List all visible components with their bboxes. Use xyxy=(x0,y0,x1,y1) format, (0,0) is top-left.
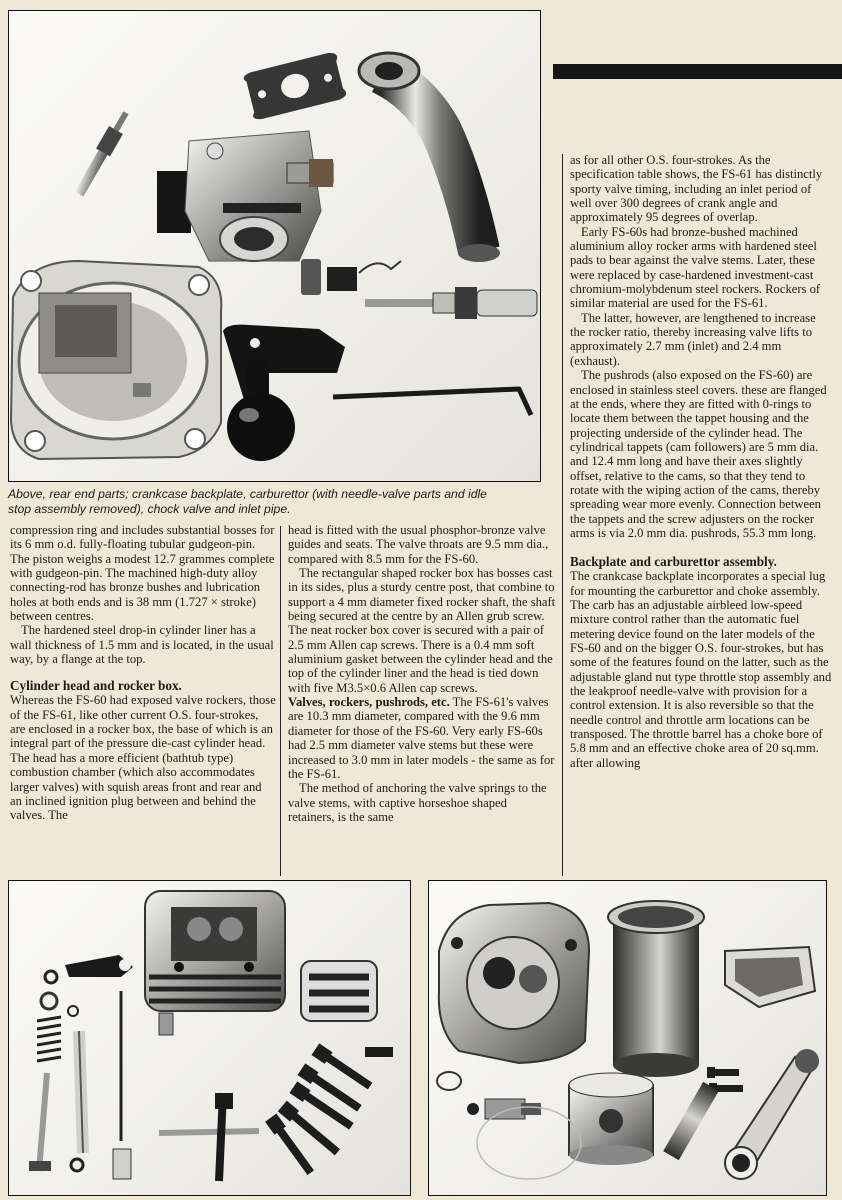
top-photo-drawing xyxy=(9,11,540,481)
column-rule-2 xyxy=(562,154,563,876)
rear-cover-part xyxy=(725,947,815,1007)
rocker-cover-part xyxy=(301,961,377,1021)
bottom-right-photo xyxy=(428,880,827,1196)
gudgeon-pin-part xyxy=(663,1082,719,1160)
col3-paragraph-4: The pushrods (also exposed on the FS-60) are enclosed in stainless steel covers. these are flanged at the ends, where they are fitted with 0-rings to locate them between the tappet housing and the projecting underside of the cylinder head. The cylindrical tappets (cam followers) are 5 mm dia. and 12.4 mm long and have their axes slightly offset, relative to the cams, so that they tend to rotate with the wiping action of the cams, thereby spreading wear more evenly. Connection between the tappets and the screw adjusters on the rocker arms is via 2.0 mm dia. pushrods, 55.3 mm long. xyxy=(570,368,827,540)
connecting-rod-part xyxy=(725,1049,819,1179)
heading-backplate: Backplate and carburettor assembly. xyxy=(570,554,777,570)
carburettor-part xyxy=(157,131,333,261)
idle-stop-parts xyxy=(301,259,401,295)
col3-paragraph-5: The crankcase backplate incorporates a special lug for mounting the carburettor and choke assembly. The carb has an adjustable airbleed low-speed mixture control rather than the automatic fuel metering device found on the later models of the FS-60 and on the bigger O.S. four-strokes, but has some of the features found on the latter, such as the adjustable gland nut type throttle stop assembly and the leakproof needle-valve with provision for a control extension. It is also reversible so that the needle control and throttle arm locations can be transposed. The throttle barrel has a choke bore of 5.8 mm and an effective choke area of 20 sq.mm. after allowing xyxy=(570,569,832,770)
header-rule-bar xyxy=(553,64,842,79)
crankcase-backplate-part xyxy=(11,261,221,459)
heading-cylinder-head: Cylinder head and rocker box. xyxy=(10,678,182,694)
choke-valve-part xyxy=(223,325,345,461)
col3-paragraph-2: Early FS-60s had bronze-bushed machined aluminium alloy rocker arms with hardened steel pads to bear against the valve stems. Later, these were replaced by case-hardened investment-cast chromium-molybdenum steel rockers. Rockers of similar material are used for the FS-61. xyxy=(570,224,821,311)
col1-paragraph-1: compression ring and includes substantial bosses for its 6 mm o.d. fully-floating tubular gudgeon-pin. The piston weighs a modest 12.7 grammes complete with gudgeon-pin. The machined high-duty alloy connecting-rod has bronze bushes and lubrication holes at both ends and is 38 mm (1.727 × stroke) between centres. xyxy=(10,523,275,624)
bottom-left-drawing xyxy=(9,881,410,1195)
allen-screw-parts xyxy=(265,1043,393,1176)
photo-caption xyxy=(8,487,553,517)
article-column-2 xyxy=(288,523,556,824)
inlet-pipe-part xyxy=(359,53,500,262)
col3-paragraph-3: The latter, however, are lengthened to increase the rocker ratio, thereby increasing valve lifts to approximately 2.7 mm (inlet) and 2.4 mm (exhaust). xyxy=(570,310,816,368)
heading-valves: Valves, rockers, pushrods, etc. xyxy=(288,695,450,710)
col1-paragraph-2: The hardened steel drop-in cylinder liner has a wall thickness of 1.5 mm and is located, in the usual way, by a flange at the top. xyxy=(10,623,274,667)
column-rule-1 xyxy=(280,526,281,876)
t-wrench-part xyxy=(159,1093,259,1181)
needle-valve-assembly xyxy=(365,287,537,319)
col2-paragraph-3-text: The FS-61's valves are 10.3 mm diameter, compared with the 9.6 mm diameter for those of the FS-60. Very early FS-60s had 2.5 mm diameter valve stems but these were increased to 3.0 mm in later models - the same as for the FS-61. xyxy=(288,695,555,781)
top-photo xyxy=(8,10,541,482)
needle-valve-small xyxy=(72,109,133,198)
gasket-part xyxy=(243,51,348,121)
article-column-1 xyxy=(10,523,276,823)
col2-paragraph-3 xyxy=(288,695,556,781)
rocker-arm-part xyxy=(65,955,133,977)
article-column-3 xyxy=(570,153,832,770)
col2-paragraph-2: The rectangular shaped rocker box has bosses cast in its sides, plus a sturdy centre post, that combine to support a 4 mm diameter fixed rocker shaft, the shaft being secured at the centre by an Allen grub screw. The neat rocker box cover is secured with a pair of 2.5 mm Allen cap screws. There is a 0.4 mm soft aluminium gasket between the cylinder head and the top of the cylinder liner and the head is tied down with five M3.5×0.6 Allen cap screws. xyxy=(288,566,556,695)
col2-paragraph-1: head is fitted with the usual phosphor-bronze valve guides and seats. The valve throats are 9.5 mm dia., compared with 8.5 mm for the FS-60. xyxy=(288,523,549,566)
bottom-right-drawing xyxy=(429,881,826,1195)
head-underside-part xyxy=(439,903,589,1063)
piston-part xyxy=(569,1073,653,1165)
glow-plug-part xyxy=(467,1099,541,1119)
caption-line-2: stop assembly removed), chock valve and inlet pipe. xyxy=(8,502,291,516)
cylinder-liner-part xyxy=(608,901,704,1077)
col3-paragraph-1: as for all other O.S. four-strokes. As the specification table shows, the FS-61 has distinctly sporty valve timing, including an inlet period of well over 300 degrees of crank angle and approximately 95 degrees of overlap. xyxy=(570,153,823,225)
col1-paragraph-3: Whereas the FS-60 had exposed valve rockers, those of the FS-61, like other current O.S. four-strokes, are enclosed in a rocker box, the base of which is an integral part of the pressure die-cast cylinder head. The head has a more efficient (bathtub type) combustion chamber (which also accommodates larger valves) with squish areas front and rear and an inclined ignition plug between and behind the valves. The xyxy=(10,693,276,823)
cylinder-head-part xyxy=(145,891,285,1035)
allen-key-part xyxy=(333,389,531,415)
washer-part xyxy=(437,1072,461,1090)
caption-line-1: Above, rear end parts; crankcase backplate, carburettor (with needle-valve parts and idle xyxy=(8,487,487,501)
col2-paragraph-4: The method of anchoring the valve springs to the valve stems, with captive horseshoe shaped retainers, is the same xyxy=(288,781,547,824)
bottom-left-photo xyxy=(8,880,411,1196)
gasket-ring-part xyxy=(477,1107,581,1179)
valve-spring-parts xyxy=(37,971,78,1061)
